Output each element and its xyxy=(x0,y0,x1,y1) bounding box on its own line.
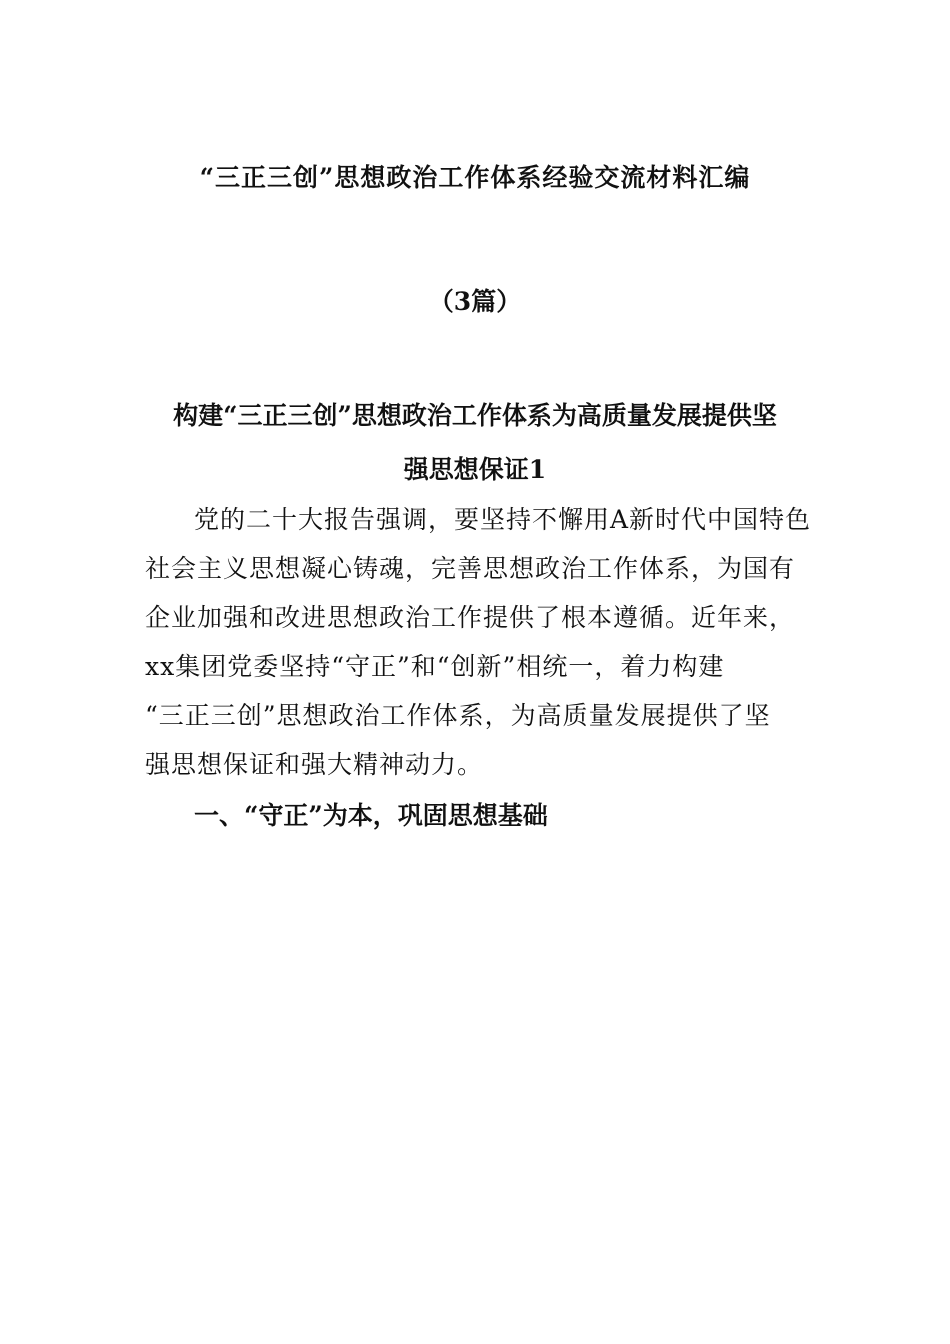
paragraph-line: “三正三创”思想政治工作体系，为高质量发展提供了坚 xyxy=(145,701,771,730)
paragraph-line: 社会主义思想凝心铸魂，完善思想政治工作体系，为国有 xyxy=(145,554,796,583)
article-title-line-2: 强思想保证1 xyxy=(403,455,547,484)
document-subtitle: （3篇） xyxy=(428,287,522,316)
article-title-line-1: 构建“三正三创”思想政治工作体系为高质量发展提供坚 xyxy=(173,401,777,430)
paragraph-line: 强思想保证和强大精神动力。 xyxy=(145,750,484,779)
paragraph-line: 党的二十大报告强调，要坚持不懈用A新时代中国特色 xyxy=(194,505,812,534)
section-heading: 一、“守正”为本，巩固思想基础 xyxy=(194,801,548,830)
paragraph-line: xx集团党委坚持“守正”和“创新”相统一，着力构建 xyxy=(145,652,725,681)
document-title: “三正三创”思想政治工作体系经验交流材料汇编 xyxy=(199,163,751,192)
paragraph-line: 企业加强和改进思想政治工作提供了根本遵循。近年来， xyxy=(145,603,796,632)
